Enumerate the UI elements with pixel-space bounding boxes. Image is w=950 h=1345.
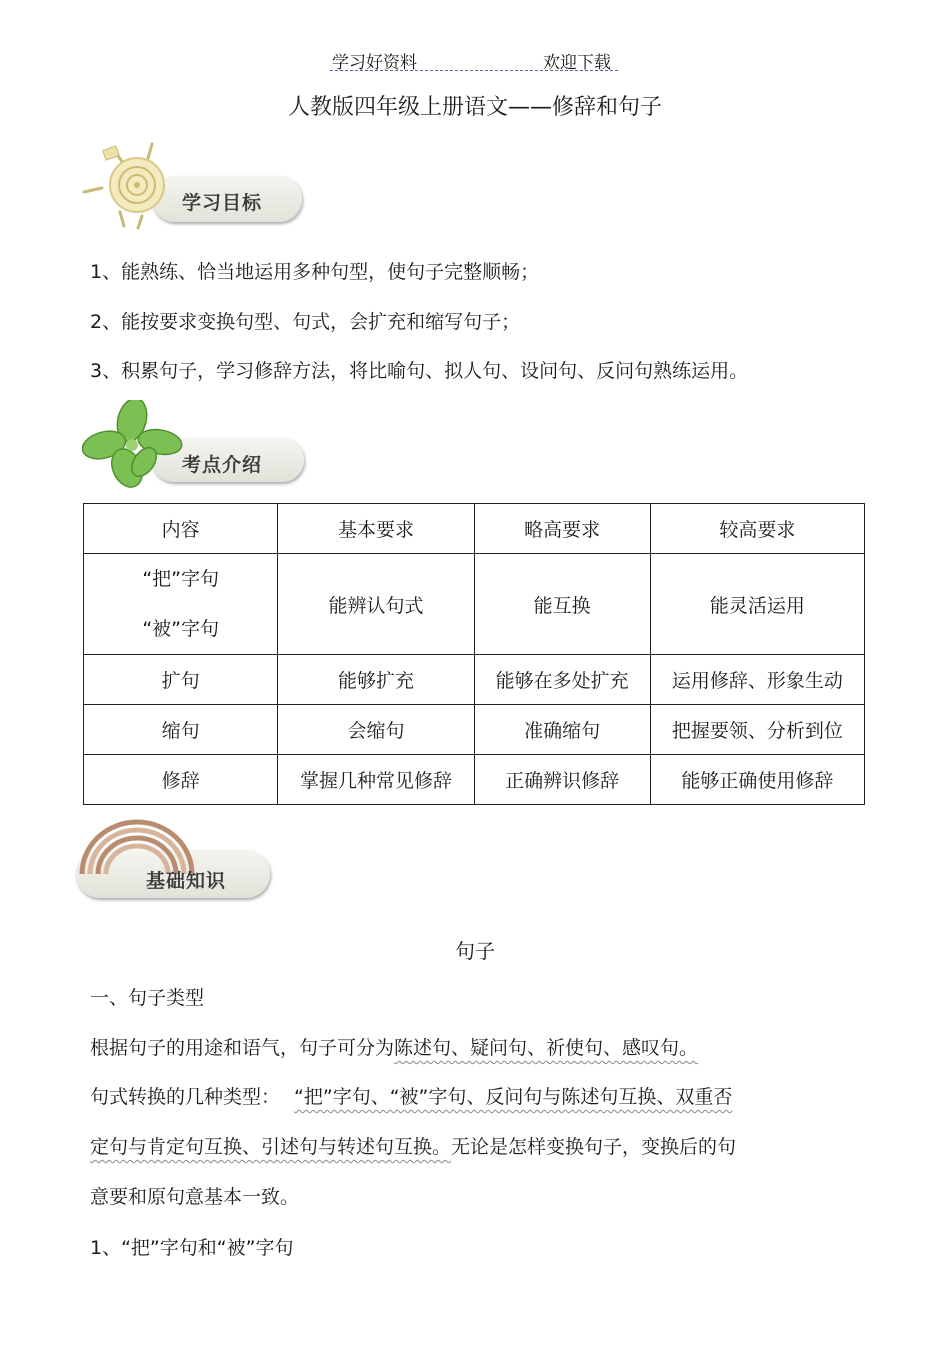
highlighted-text: 定句与肯定句互换、引述句与转述句互换。 [90,1136,452,1158]
paragraph-3 [90,1132,736,1159]
table-row [84,554,865,655]
paragraph-text: 根据句子的用途和语气，句子可分为 [90,1037,395,1059]
header-divider [330,70,618,71]
header-left: 学习好资料 [332,53,417,73]
table-cell: 会缩句 [278,705,474,755]
table-row [84,755,865,805]
goal-item-1: 1、能熟练、恰当地运用多种句型，使句子完整顺畅； [90,261,540,283]
table-cell: 能够扩充 [278,655,474,705]
table-cell: 准确缩句 [474,705,650,755]
table-cell: 把握要领、分析到位 [650,705,864,755]
heading-ba-bei: 1、“把”字句和“被”字句 [90,1237,294,1259]
badge-label-points: 考点介绍 [182,454,263,476]
table-cell: 能够正确使用修辞 [650,755,864,805]
heading-sentence-types: 一、句子类型 [90,987,205,1009]
table-cell: 运用修辞、形象生动 [650,655,864,705]
table-cell: 正确辨识修辞 [474,755,650,805]
paragraph-2 [90,1082,732,1109]
section-subtitle: 句子 [455,939,495,963]
paragraph-1 [90,1033,698,1060]
table-row [84,655,865,705]
header-right: 欢迎下载 [543,53,611,73]
section-badge-goals [82,140,307,230]
table-cell: 能互换 [474,554,650,655]
paragraph-text: 无论是怎样变换句子，变换后的句 [451,1136,737,1158]
table-header-cell: 内容 [84,504,278,554]
goal-item-2: 2、能按要求变换句型、句式，会扩充和缩写句子； [90,311,521,333]
table-cell: 修辞 [84,755,278,805]
paragraph-4: 意要和原句意基本一致。 [90,1186,300,1208]
table-cell [84,554,278,655]
table-cell: 扩句 [84,655,278,705]
paragraph-text: 句式转换的几种类型： [90,1086,281,1108]
section-badge-basics [74,812,274,902]
table-header-cell: 略高要求 [474,504,650,554]
table-cell: 缩句 [84,705,278,755]
table-cell: 掌握几种常见修辞 [278,755,474,805]
table-cell: 能灵活运用 [650,554,864,655]
goal-item-3: 3、积累句子，学习修辞方法，将比喻句、拟人句、设问句、反问句熟练运用。 [90,360,749,382]
table-cell-line: “把”字句 [142,568,220,590]
badge-label-basics: 基础知识 [146,870,227,892]
table-row [84,705,865,755]
page-title: 人教版四年级上册语文——修辞和句子 [287,95,662,120]
leaf-icon [82,400,192,495]
section-badge-points [82,400,307,495]
table-header-cell: 较高要求 [650,504,864,554]
table-header-cell: 基本要求 [278,504,474,554]
table-header-row [84,504,865,554]
table-cell: 能辨认句式 [278,554,474,655]
table-cell: 能够在多处扩充 [474,655,650,705]
highlighted-text: “把”字句、“被”字句、反问句与陈述句互换、双重否 [294,1086,733,1108]
table-cell-line: “被”字句 [142,618,220,640]
sun-icon [82,140,192,230]
highlighted-text: 陈述句、疑问句、祈使句、感叹句。 [394,1037,699,1059]
badge-label-goals: 学习目标 [182,192,263,214]
requirements-table [83,503,865,805]
